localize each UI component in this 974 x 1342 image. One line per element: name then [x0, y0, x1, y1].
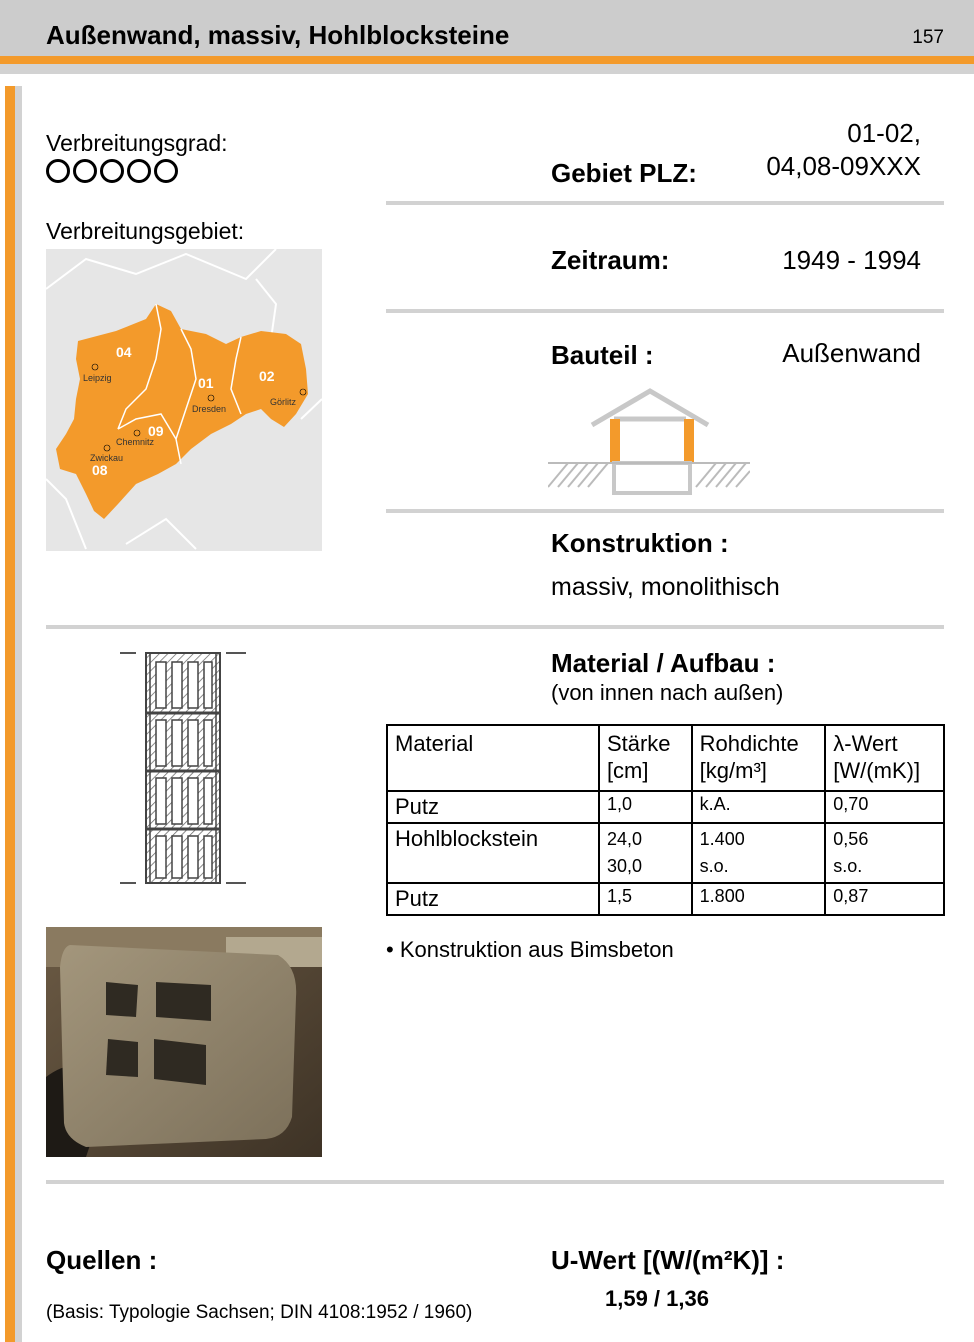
hollow-block-photo — [46, 927, 322, 1157]
block-cavity — [188, 720, 198, 766]
map-region-label: 04 — [116, 344, 132, 360]
map-city-label: Chemnitz — [116, 437, 155, 447]
page-title: Außenwand, massiv, Hohlblocksteine — [46, 20, 510, 50]
block-cavity — [204, 836, 212, 878]
cell-density: 1.400 s.o. — [692, 823, 826, 883]
left-gray-bar — [15, 86, 22, 1342]
material-subtitle: (von innen nach außen) — [551, 680, 784, 705]
map-city-dot — [104, 445, 110, 451]
grade-circle — [75, 161, 96, 182]
distribution-area-label: Verbreitungsgebiet: — [46, 218, 245, 244]
cell-material: Putz — [387, 791, 599, 823]
block-cavity — [204, 720, 212, 766]
plz-value-line1: 01-02, — [847, 118, 921, 148]
header-density: Rohdichte [kg/m³] — [692, 725, 826, 791]
cell-density: 1.800 — [692, 883, 826, 915]
block-cavity — [172, 662, 182, 708]
wall-section-drawing — [120, 650, 248, 886]
table-row — [387, 823, 944, 883]
construction-value: massiv, monolithisch — [551, 573, 780, 601]
block-cavity — [156, 778, 166, 824]
cell-density: k.A. — [692, 791, 826, 823]
grade-circle — [48, 161, 69, 182]
block-cavity — [188, 778, 198, 824]
header-accent-bar — [0, 56, 974, 64]
header-thickness: Stärke [cm] — [599, 725, 692, 791]
construction-label: Konstruktion : — [551, 528, 729, 558]
cell-lambda: 0,70 — [825, 791, 944, 823]
map-city-label: Dresden — [192, 404, 227, 414]
map-city-label: Leipzig — [83, 373, 112, 383]
map-region-label: 09 — [148, 423, 164, 439]
sources-label: Quellen : — [46, 1245, 158, 1275]
plz-label: Gebiet PLZ: — [551, 158, 697, 188]
material-table — [386, 724, 945, 916]
block-cavity — [204, 662, 212, 708]
block-cavity — [172, 836, 182, 878]
table-header-row — [387, 725, 944, 791]
material-note: • Konstruktion aus Bimsbeton — [386, 937, 674, 962]
cell-material: Putz — [387, 883, 599, 915]
map-region-label: 02 — [259, 368, 275, 384]
saxony-map — [46, 249, 322, 551]
table-row — [387, 883, 944, 915]
map-city-dot — [92, 364, 98, 370]
header-lambda: λ-Wert [W/(mK)] — [825, 725, 944, 791]
plz-value-line2: 04,08-09XXX — [766, 151, 921, 181]
grade-circle — [102, 161, 123, 182]
map-city-label: Zwickau — [90, 453, 124, 463]
u-value-label: U-Wert [(W/(m²K)] : — [551, 1245, 785, 1275]
cell-lambda: 0,87 — [825, 883, 944, 915]
block-cavity — [156, 662, 166, 708]
map-region-label: 01 — [198, 375, 214, 391]
grade-circle — [156, 161, 177, 182]
cell-thickness: 24,0 30,0 — [599, 823, 692, 883]
sources-value: (Basis: Typologie Sachsen; DIN 4108:1952 / 1960) — [46, 1302, 473, 1323]
period-value: 1949 - 1994 — [782, 245, 921, 275]
cell-thickness: 1,0 — [599, 791, 692, 823]
header-gray-bar — [0, 64, 974, 74]
header-material: Material — [387, 725, 599, 791]
cell-thickness: 1,5 — [599, 883, 692, 915]
left-accent-bar — [5, 86, 15, 1342]
map-city-label: Görlitz — [270, 397, 297, 407]
block-cavity — [188, 662, 198, 708]
block-cavity — [204, 778, 212, 824]
distribution-grade-circles — [46, 158, 186, 184]
map-region-label: 08 — [92, 462, 108, 478]
block-cavity — [188, 836, 198, 878]
rule-component — [386, 509, 944, 513]
map-city-dot — [300, 389, 306, 395]
house-component-icon — [548, 385, 750, 497]
grade-circle — [129, 161, 150, 182]
block-cavity — [156, 720, 166, 766]
map-city-dot — [208, 395, 214, 401]
component-label: Bauteil : — [551, 340, 654, 370]
cell-lambda: 0,56 s.o. — [825, 823, 944, 883]
component-value: Außenwand — [782, 338, 921, 368]
block-cavity — [172, 778, 182, 824]
table-row — [387, 791, 944, 823]
rule-plz — [386, 201, 944, 205]
cell-material: Hohlblockstein — [387, 823, 599, 883]
map-city-dot — [134, 430, 140, 436]
block-cavity — [156, 836, 166, 878]
rule-period — [386, 309, 944, 313]
distribution-grade-label: Verbreitungsgrad: — [46, 130, 228, 156]
page-number: 157 — [912, 27, 944, 48]
period-label: Zeitraum: — [551, 245, 670, 275]
rule-footer — [46, 1180, 944, 1184]
u-value: 1,59 / 1,36 — [605, 1286, 709, 1311]
block-cavity — [172, 720, 182, 766]
material-title: Material / Aufbau : — [551, 648, 776, 678]
rule-section — [46, 625, 944, 629]
